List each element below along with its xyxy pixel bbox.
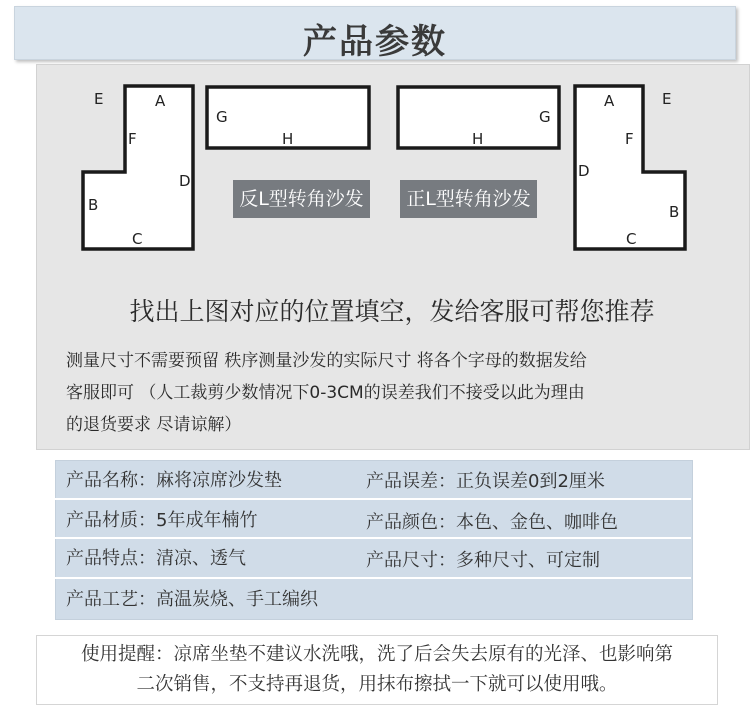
spec-material: 产品材质：5年成年楠竹	[66, 510, 258, 531]
spec-row-divider	[55, 498, 691, 500]
spec-color: 产品颜色：本色、金色、咖啡色	[366, 512, 618, 533]
spec-row-divider	[55, 537, 691, 539]
right-l-outline	[575, 86, 685, 249]
spec-tolerance: 产品误差：正负误差0到2厘米	[366, 471, 605, 492]
reminder-line-2: 二次销售，不支持再退货，用抹布擦拭一下就可以使用哦。	[136, 674, 618, 695]
spec-row-divider	[55, 577, 691, 579]
right-label-a: A	[604, 92, 615, 110]
instruction-text: 找出上图对应的位置填空，发给客服可帮您推荐	[129, 297, 655, 326]
left-l-outline	[83, 86, 193, 249]
right-bar-shape	[398, 87, 559, 148]
section-header	[14, 6, 736, 60]
spec-name: 产品名称：麻将凉席沙发垫	[66, 470, 282, 491]
page-title: 产品参数	[303, 22, 447, 62]
left-label-d: D	[179, 172, 191, 190]
note-line-3: 的退货要求 尽请谅解）	[66, 415, 242, 435]
reminder-text	[37, 640, 717, 700]
left-label-c: C	[132, 230, 143, 248]
left-label-f: F	[128, 130, 137, 148]
sofa-diagram	[36, 64, 748, 264]
right-label-d: D	[578, 162, 590, 180]
left-bar-shape	[207, 87, 369, 148]
spec-size: 产品尺寸：多种尺寸、可定制	[366, 550, 600, 571]
badge-forward-l-sofa: 正L型转角沙发	[400, 180, 537, 218]
right-label-b: B	[669, 203, 680, 221]
left-l-shape	[83, 86, 193, 249]
note-line-2: 客服即可 （人工裁剪少数情况下0-3CM的误差我们不接受以此为理由	[66, 383, 585, 403]
spec-craft: 产品工艺：高温炭烧、手工编织	[66, 589, 318, 610]
left-label-b: B	[88, 196, 99, 214]
note-line-1: 测量尺寸不需要预留 秩序测量沙发的实际尺寸 将各个字母的数据发给	[66, 351, 587, 371]
left-label-e: E	[94, 90, 104, 108]
right-label-c: C	[626, 230, 637, 248]
right-bar-label-h: H	[472, 130, 484, 148]
badge-reverse-l-sofa: 反L型转角沙发	[233, 180, 370, 218]
measurement-note	[66, 345, 706, 441]
left-bar-label-g: G	[216, 108, 228, 126]
spec-feature: 产品特点：清凉、透气	[66, 548, 246, 569]
left-bar-label-h: H	[282, 130, 294, 148]
usage-reminder	[36, 635, 718, 705]
right-label-f: F	[625, 130, 634, 148]
right-label-e: E	[662, 90, 672, 108]
right-l-shape	[575, 86, 685, 249]
right-bar-label-g: G	[539, 108, 551, 126]
reminder-line-1: 使用提醒：凉席坐垫不建议水洗哦，洗了后会失去原有的光泽、也影响第	[80, 644, 673, 665]
left-label-a: A	[155, 92, 166, 110]
